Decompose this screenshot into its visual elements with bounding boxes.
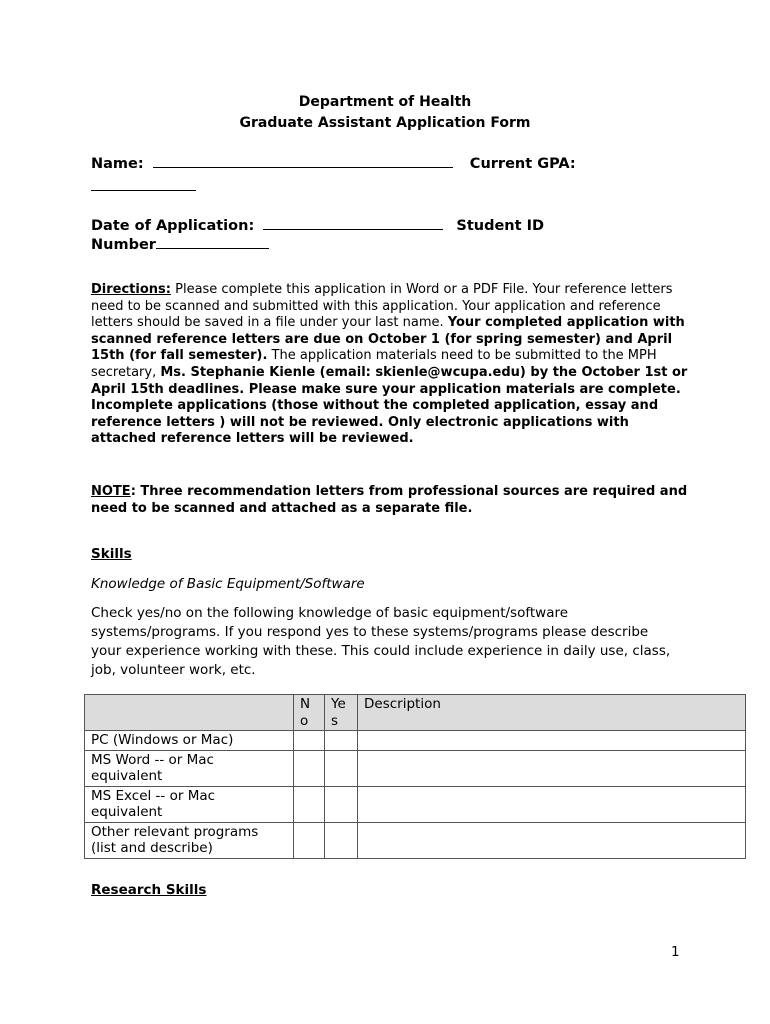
title-block — [0, 92, 770, 134]
name-label: Name: — [91, 156, 144, 172]
date-label: Date of Application: — [91, 218, 255, 234]
table-row — [85, 786, 746, 822]
row-item: Other relevant programs (list and describe) — [85, 822, 294, 858]
description-cell[interactable] — [358, 731, 746, 751]
description-cell[interactable] — [358, 822, 746, 858]
form-title: Graduate Assistant Application Form — [239, 115, 531, 131]
note-label: NOTE — [91, 484, 131, 499]
student-id-line-2 — [91, 236, 269, 255]
student-id-field[interactable] — [156, 236, 269, 249]
row-item: MS Excel -- or Mac equivalent — [85, 786, 294, 822]
yes-checkbox-cell[interactable] — [325, 822, 358, 858]
directions-label: Directions: — [91, 282, 171, 297]
yes-checkbox-cell[interactable] — [325, 750, 358, 786]
header-cell-description: Description — [358, 695, 746, 731]
table-header-row — [85, 695, 746, 731]
directions-text-1: Please complete this application in Word or a PDF File. Your reference letters need to be scanned and submitted with this application. Your application and reference letters should be saved in a file under your last name. — [91, 282, 673, 331]
name-field[interactable] — [153, 155, 453, 168]
student-id-label: Student ID — [456, 218, 545, 234]
skills-table — [84, 694, 746, 859]
no-checkbox-cell[interactable] — [294, 822, 325, 858]
date-field[interactable] — [263, 217, 443, 230]
table-row — [85, 822, 746, 858]
header-cell-yes: Yes — [325, 695, 358, 731]
directions-bold-1: Your completed application with scanned reference letters are due on October 1 (for spring semester) and April 15th (for fall semester). — [91, 315, 685, 364]
directions-paragraph — [91, 282, 691, 448]
name-gpa-line — [91, 155, 576, 174]
no-checkbox-cell[interactable] — [294, 750, 325, 786]
research-skills-heading: Research Skills — [91, 882, 207, 898]
note-paragraph — [91, 484, 691, 517]
description-cell[interactable] — [358, 750, 746, 786]
department-title: Department of Health — [298, 94, 472, 110]
directions-bold-2: Ms. Stephanie Kienle (email: skienle@wcupa.edu) by the October 1st or April 15th deadlines. Please make sure your application materials are complete. Incomplete applications (those without the completed application, essay and reference letters ) will not be reviewed. Only electronic applications with attached reference letters will be reviewed. — [91, 364, 688, 447]
gpa-label: Current GPA: — [469, 156, 576, 172]
note-text: : Three recommendation letters from professional sources are required and need to be scanned and attached as a separate file. — [91, 484, 688, 516]
student-id-label-2: Number — [91, 237, 156, 253]
row-item: MS Word -- or Mac equivalent — [85, 750, 294, 786]
gpa-field[interactable] — [91, 178, 196, 191]
no-checkbox-cell[interactable] — [294, 731, 325, 751]
directions-text-2: The application materials need to be submitted to the MPH secretary, — [91, 348, 657, 380]
skills-subheading: Knowledge of Basic Equipment/Software — [91, 576, 365, 592]
description-cell[interactable] — [358, 786, 746, 822]
page-number: 1 — [671, 944, 680, 960]
no-checkbox-cell[interactable] — [294, 786, 325, 822]
table-row — [85, 731, 746, 751]
skills-instructions: Check yes/no on the following knowledge of basic equipment/software systems/programs. If you respond yes to these systems/programs please describe your experience working with these. This could include experience in daily use, class, job, volunteer work, etc. — [91, 605, 671, 678]
skills-heading: Skills — [91, 546, 132, 562]
table-row — [85, 750, 746, 786]
yes-checkbox-cell[interactable] — [325, 731, 358, 751]
gpa-blank-line — [91, 178, 196, 197]
header-cell-no: No — [294, 695, 325, 731]
date-id-line — [91, 217, 544, 236]
header-cell-item — [85, 695, 294, 731]
yes-checkbox-cell[interactable] — [325, 786, 358, 822]
row-item: PC (Windows or Mac) — [85, 731, 294, 751]
